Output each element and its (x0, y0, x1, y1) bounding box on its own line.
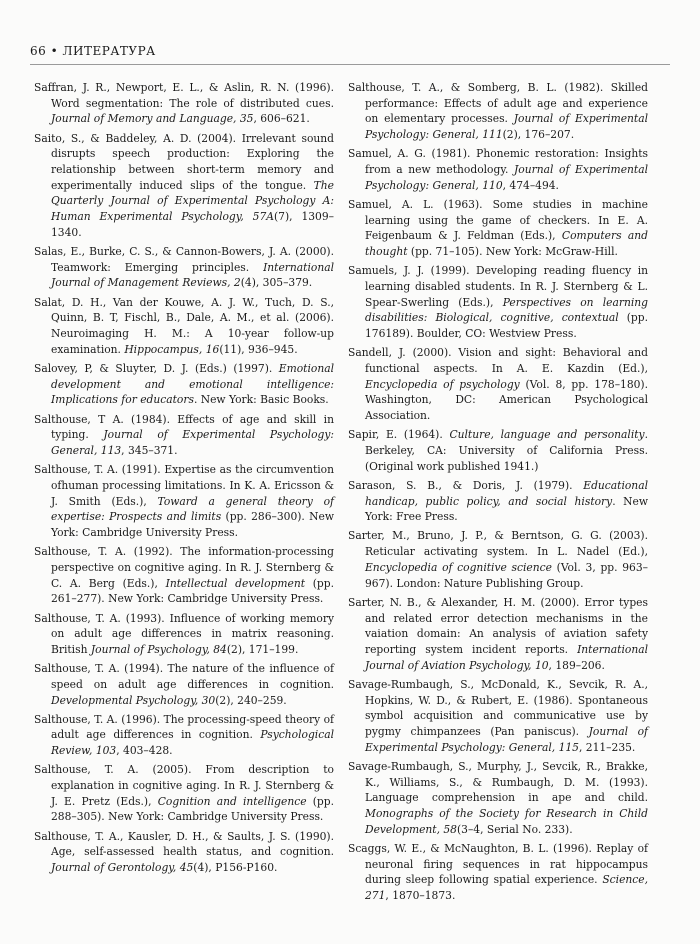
reference-text: Salthouse, T. A. (1991). Expertise as the circumvention ofhuman processing limitations. In K. A. Ericsson & J. Smith (Eds.), (34, 463, 334, 508)
reference-text: Samuels, J. J. (1999). Developing reading fluency in learning disabled students. In R. J. Sternberg & L. Spear-Swerling (Eds.), (348, 264, 648, 309)
reference-entry (348, 478, 648, 525)
reference-entry (34, 412, 334, 459)
references-column-right (348, 80, 648, 907)
reference-text: . New York: Free Press. (365, 494, 648, 524)
reference-source-title: Journal of Experimental Psychology: General, 115 (365, 724, 648, 754)
reference-text: Savage-Rumbaugh, S., Murphy, J., Sevcik, R., Brakke, K., Williams, S., & Rumbaugh, D. M. (1993). Language comprehension in ape and child. (348, 759, 648, 805)
reference-entry (34, 661, 334, 708)
reference-entry (34, 80, 334, 127)
reference-source-title: Encyclopedia of psychology (365, 377, 520, 391)
reference-entry (34, 762, 334, 825)
reference-entry (348, 146, 648, 193)
page-number: 66 (30, 44, 47, 58)
reference-entry (348, 841, 648, 904)
reference-text: (pp. 288–305). New York: Cambridge University Press. (51, 794, 335, 824)
reference-text: (4), 305–379. (240, 276, 313, 290)
reference-entry (348, 263, 648, 342)
reference-text: Samuel, A. L. (1963). Some studies in machine learning using the game of checkers. In E. A. Feigenbaum & J. Feldman (Eds.), (348, 197, 648, 243)
reference-source-title: Hippocampus, 16 (124, 342, 220, 356)
reference-text: (4), P156-P160. (193, 861, 278, 875)
reference-text: Scaggs, W. E., & McNaughton, B. L. (1996). Replay of neuronal firing sequences in rat hippocampus during sleep following spatial experience. (348, 841, 648, 887)
reference-text: (7), 1309–1340. (51, 210, 334, 239)
reference-text: (2), 176–207. (502, 128, 575, 142)
reference-text: Salas, E., Burke, C. S., & Cannon-Bowers, J. A. (2000). Teamwork: Emerging principles. (34, 245, 334, 274)
reference-text: . Berkeley, CA: University of California Press. (Original work published 1941.) (365, 428, 648, 473)
reference-entry (34, 829, 334, 876)
reference-source-title: Encyclopedia of cognitive science (365, 560, 552, 574)
reference-source-title: Science, 271 (365, 873, 648, 902)
reference-text: , 189–206. (548, 658, 605, 672)
reference-entry (348, 595, 648, 674)
reference-text: (3–4, Serial No. 233). (456, 822, 573, 836)
reference-source-title: Journal of Experimental Psychology: General, 113 (51, 428, 334, 457)
reference-source-title: Journal of Experimental Psychology: General, 110 (365, 163, 648, 192)
reference-text: Sandell, J. (2000). Vision and sight: Behavioral and functional aspects. In A. E. Kazdin (Ed.), (348, 346, 648, 375)
reference-source-title: International Journal of Management Reviews, 2 (51, 260, 334, 290)
reference-text: (pp. 286–300). New York: Cambridge University Press. (51, 510, 334, 539)
reference-text: Sarter, M., Bruno, J. P., & Berntson, G. G. (2003). Reticular activating system. In L. Nadel (Ed.), (348, 529, 648, 559)
reference-source-title: Journal of Gerontology, 45 (51, 861, 194, 875)
reference-text: (Vol. 8, pp. 178–180). Washington, DC: American Psychological Association. (365, 377, 649, 423)
reference-text: Salthouse, T. A. (1992). The information-processing perspective on cognitive aging. In R. J. Sternberg & C. A. Berg (Eds.), (34, 545, 334, 590)
references-column-left (34, 80, 334, 879)
reference-text: Saito, S., & Baddeley, A. D. (2004). Irrelevant sound disrupts speech production: Exploring the relationship between short-term memory and experimentally induced slips of the tongue. (34, 131, 334, 192)
reference-text: Sarter, N. B., & Alexander, H. M. (2000). Error types and related error detection mechanisms in the vaiation domain: An analysis of aviation safety reporting system incident reports. (348, 595, 648, 656)
reference-text: (pp. 261–277). New York: Cambridge University Press. (51, 576, 334, 606)
reference-source-title: Emotional development and emotional intelligence: Implications for educators (51, 361, 334, 407)
section-title: ЛИТЕРАТУРА (62, 44, 156, 58)
reference-text: (pp. 71–105). New York: McGraw-Hill. (407, 245, 618, 259)
reference-text: (pp. 176189). Boulder, CO: Westview Press. (365, 311, 648, 341)
reference-text: , 1870–1873. (385, 888, 456, 902)
reference-text: , 211–235. (578, 740, 636, 754)
reference-text: , 403–428. (116, 744, 173, 758)
reference-source-title: Journal of Memory and Language, 35 (51, 112, 254, 126)
reference-text: Saffran, J. R., Newport, E. L., & Aslin, R. N. (1996). Word segmentation: The role of distributed cues. (34, 81, 334, 110)
reference-source-title: Perspectives on learning disabilities: Biological, cognitive, contextual (365, 295, 648, 325)
reference-text: , 474–494. (502, 178, 559, 192)
reference-entry (34, 462, 334, 541)
reference-source-title: Educational handicap, public policy, and social history (365, 478, 648, 508)
reference-entry (348, 345, 648, 424)
reference-entry (348, 759, 648, 838)
reference-entry (34, 295, 334, 358)
reference-source-title: Monographs of the Society for Research in Child Development, 58 (365, 806, 648, 836)
reference-text: Salthouse, T. A. (1994). The nature of the influence of speed on adult age differences in cognition. (34, 662, 334, 691)
reference-text: Salthouse, T. A., Kausler, D. H., & Saults, J. S. (1990). Age, self-assessed health status, and cognition. (34, 829, 334, 859)
reference-text: (11), 936–945. (219, 342, 298, 356)
reference-source-title: Developmental Psychology, 30 (51, 693, 216, 707)
reference-text: (Vol. 3, pp. 963–967). London: Nature Publishing Group. (365, 560, 648, 590)
reference-text: Salthouse, T. A. (1993). Influence of working memory on adult age differences in matrix reasoning. British (34, 611, 334, 656)
reference-entry (34, 544, 334, 607)
reference-text: Samuel, A. G. (1981). Phonemic restoration: Insights from a new methodology. (348, 147, 648, 177)
reference-source-title: Journal of Psychology, 84 (90, 642, 227, 656)
reference-entry (34, 361, 334, 408)
reference-entry (348, 677, 648, 756)
reference-text: Savage-Rumbaugh, S., McDonald, K., Sevcik, R. A., Hopkins, W. D., & Rubert, E. (1986). Spontaneous symbol acquisition and communicative use by pygmy chimpanzees (Pan paniscus). (348, 677, 648, 738)
running-header (30, 44, 156, 58)
reference-entry (348, 80, 648, 143)
reference-text: Sapir, E. (1964). (348, 428, 450, 442)
header-rule (30, 64, 670, 65)
reference-source-title: Psychological Review, 103 (51, 728, 334, 758)
reference-source-title: Computers and thought (365, 229, 648, 259)
reference-entry (34, 131, 334, 241)
reference-entry (348, 197, 648, 260)
reference-source-title: The Quarterly Journal of Experimental Psychology A: Human Experimental Psychology, 57A (51, 178, 334, 224)
reference-text: , 606–621. (253, 112, 310, 126)
reference-text: Salthouse, T. A. (1996). The processing-speed theory of adult age differences in cognition. (34, 712, 334, 742)
reference-text: Salovey, P, & Sluyter, D. J. (Eds.) (1997). (34, 361, 279, 375)
reference-text: (2), 171–199. (226, 642, 299, 656)
reference-entry (34, 244, 334, 291)
reference-text: , 345–371. (121, 443, 178, 457)
reference-source-title: Cognition and intelligence (157, 794, 307, 808)
reference-text: Salthouse, T. A. (2005). From description to explanation in cognitive aging. In R. J. Sternberg & J. E. Pretz (Eds.), (34, 763, 334, 808)
reference-source-title: International Journal of Aviation Psychology, 10 (365, 642, 648, 672)
reference-entry (348, 528, 648, 591)
reference-source-title: Intellectual development (165, 576, 306, 590)
reference-text: Salthouse, T A. (1984). Effects of age and skill in typing. (34, 412, 334, 442)
reference-entry (34, 611, 334, 658)
reference-text: . New York: Basic Books. (193, 393, 329, 407)
reference-text: Sarason, S. B., & Doris, J. (1979). (348, 478, 584, 492)
reference-source-title: Toward a general theory of expertise: Prospects and limits (51, 494, 334, 524)
reference-source-title: Journal of Experimental Psychology: General, 111 (365, 112, 648, 142)
reference-text: (2), 240–259. (215, 693, 287, 707)
reference-entry (34, 712, 334, 759)
reference-text: Salthouse, T. A., & Somberg, B. L. (1982). Skilled performance: Effects of adult age and experience on elementary processes. (348, 81, 648, 126)
reference-text: Salat, D. H., Van der Kouwe, A. J. W., Tuch, D. S., Quinn, B. T, Fischl, B., Dale, A. M., et al. (2006). Neuroimaging H. M.: A 10-year follow-up examination. (34, 295, 334, 356)
reference-entry (348, 427, 648, 474)
header-bullet: • (50, 44, 59, 58)
reference-source-title: Culture, language and personality (449, 428, 645, 442)
